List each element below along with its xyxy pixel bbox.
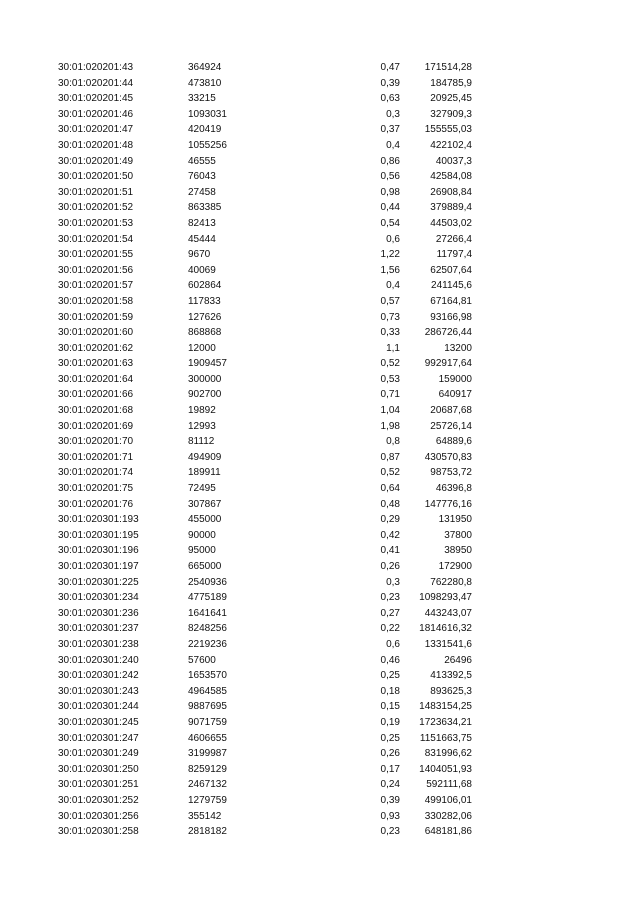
area-cell: 12000 — [188, 342, 216, 354]
cadastral-number-cell: 30:01:020201:44 — [58, 77, 134, 89]
table-row — [0, 793, 640, 809]
table-row — [0, 653, 640, 669]
cadastral-number-cell: 30:01:020201:45 — [58, 93, 134, 105]
value-cell: 98753,72 — [430, 467, 472, 479]
rate-cell: 0,24 — [380, 779, 400, 791]
rate-cell: 0,56 — [380, 171, 400, 183]
cadastral-number-cell: 30:01:020201:51 — [58, 186, 134, 198]
area-cell: 307867 — [188, 498, 222, 510]
cadastral-number-cell: 30:01:020201:46 — [58, 108, 134, 120]
value-cell: 11797,4 — [436, 249, 472, 261]
table-row — [0, 762, 640, 778]
cadastral-number-cell: 30:01:020301:251 — [58, 779, 139, 791]
rate-cell: 0,4 — [386, 139, 400, 151]
area-cell: 95000 — [188, 545, 216, 557]
cadastral-number-cell: 30:01:020301:236 — [58, 607, 139, 619]
rate-cell: 0,23 — [380, 826, 400, 838]
table-row — [0, 621, 640, 637]
value-cell: 241145,6 — [431, 280, 472, 292]
rate-cell: 0,42 — [380, 529, 400, 541]
rate-cell: 0,73 — [380, 311, 400, 323]
cadastral-number-cell: 30:01:020201:63 — [58, 358, 134, 370]
table-row — [0, 512, 640, 528]
area-cell: 40069 — [188, 264, 216, 276]
table-row — [0, 232, 640, 248]
cadastral-number-cell: 30:01:020301:238 — [58, 638, 139, 650]
area-cell: 27458 — [188, 186, 216, 198]
value-cell: 131950 — [438, 514, 472, 526]
table-row — [0, 809, 640, 825]
table-row — [0, 699, 640, 715]
value-cell: 327909,3 — [430, 108, 472, 120]
cadastral-number-cell: 30:01:020201:43 — [58, 62, 134, 73]
value-cell: 26908,84 — [430, 186, 472, 198]
rate-cell: 0,18 — [380, 685, 400, 697]
value-cell: 37800 — [444, 529, 472, 541]
rate-cell: 0,15 — [380, 701, 400, 713]
value-cell: 38950 — [444, 545, 472, 557]
area-cell: 602864 — [188, 280, 222, 292]
value-cell: 27266,4 — [435, 233, 472, 245]
table-row — [0, 154, 640, 170]
value-cell: 422102,4 — [430, 139, 472, 151]
value-cell: 499106,01 — [424, 794, 472, 806]
rate-cell: 0,48 — [380, 498, 400, 510]
cadastral-number-cell: 30:01:020301:252 — [58, 794, 139, 806]
value-cell: 1814616,32 — [419, 623, 472, 635]
cadastral-number-cell: 30:01:020201:68 — [58, 405, 134, 417]
cadastral-number-cell: 30:01:020201:64 — [58, 373, 134, 385]
area-cell: 76043 — [188, 171, 216, 183]
table-row — [0, 138, 640, 154]
table-row — [0, 294, 640, 310]
table-row — [0, 465, 640, 481]
rate-cell: 0,33 — [380, 327, 400, 339]
value-cell: 155555,03 — [424, 124, 472, 136]
table-row — [0, 824, 640, 840]
table-row — [0, 122, 640, 138]
area-cell: 868868 — [188, 327, 222, 339]
table-row — [0, 543, 640, 559]
table-row — [0, 559, 640, 575]
area-cell: 81112 — [188, 436, 215, 448]
rate-cell: 0,41 — [380, 545, 400, 557]
rate-cell: 0,52 — [380, 467, 400, 479]
cadastral-number-cell: 30:01:020301:250 — [58, 763, 139, 775]
value-cell: 171514,28 — [424, 62, 472, 73]
table-row — [0, 731, 640, 747]
value-cell: 379889,4 — [430, 202, 472, 214]
area-cell: 57600 — [188, 654, 216, 666]
cadastral-number-cell: 30:01:020301:237 — [58, 623, 139, 635]
rate-cell: 0,54 — [380, 217, 400, 229]
area-cell: 1279759 — [188, 794, 227, 806]
value-cell: 26496 — [444, 654, 472, 666]
area-cell: 1093031 — [188, 108, 227, 120]
value-cell: 44503,02 — [430, 217, 472, 229]
table-row — [0, 387, 640, 403]
value-cell: 762280,8 — [430, 576, 472, 588]
cadastral-number-cell: 30:01:020201:59 — [58, 311, 134, 323]
area-cell: 355142 — [188, 810, 222, 822]
area-cell: 455000 — [188, 514, 222, 526]
area-cell: 4775189 — [188, 592, 227, 604]
area-cell: 46555 — [188, 155, 216, 167]
value-cell: 40037,3 — [435, 155, 472, 167]
value-cell: 1151663,75 — [419, 732, 472, 744]
value-cell: 1483154,25 — [419, 701, 472, 713]
area-cell: 2219236 — [188, 638, 227, 650]
data-table — [0, 60, 640, 840]
cadastral-number-cell: 30:01:020301:197 — [58, 561, 139, 572]
rate-cell: 0,3 — [386, 108, 400, 120]
cadastral-number-cell: 30:01:020301:256 — [58, 810, 139, 822]
value-cell: 46396,8 — [435, 483, 472, 495]
table-row — [0, 356, 640, 372]
cadastral-number-cell: 30:01:020301:247 — [58, 732, 139, 744]
value-cell: 42584,08 — [430, 171, 472, 183]
table-row — [0, 278, 640, 294]
table-row — [0, 434, 640, 450]
rate-cell: 0,25 — [380, 732, 400, 744]
rate-cell: 0,6 — [386, 638, 400, 650]
rate-cell: 0,98 — [380, 186, 400, 198]
table-row — [0, 715, 640, 731]
table-row — [0, 325, 640, 341]
area-cell: 4606655 — [188, 732, 227, 744]
table-row — [0, 169, 640, 185]
rate-cell: 0,19 — [380, 716, 400, 728]
rate-cell: 0,86 — [380, 155, 400, 167]
rate-cell: 0,6 — [386, 233, 400, 245]
table-row — [0, 528, 640, 544]
table-row — [0, 668, 640, 684]
table-row — [0, 590, 640, 606]
area-cell: 863385 — [188, 202, 222, 214]
value-cell: 64889,6 — [435, 436, 472, 448]
value-cell: 992917,64 — [424, 358, 472, 370]
table-row — [0, 200, 640, 216]
rate-cell: 0,52 — [380, 358, 400, 370]
area-cell: 1641641 — [188, 607, 227, 619]
rate-cell: 0,93 — [380, 810, 400, 822]
rate-cell: 0,71 — [380, 389, 400, 401]
area-cell: 189911 — [188, 467, 221, 479]
cadastral-number-cell: 30:01:020201:76 — [58, 498, 134, 510]
cadastral-number-cell: 30:01:020201:54 — [58, 233, 134, 245]
cadastral-number-cell: 30:01:020201:71 — [58, 451, 134, 463]
area-cell: 1653570 — [188, 670, 227, 682]
area-cell: 665000 — [188, 561, 222, 572]
cadastral-number-cell: 30:01:020201:56 — [58, 264, 134, 276]
area-cell: 127626 — [188, 311, 222, 323]
area-cell: 8248256 — [188, 623, 227, 635]
table-row — [0, 185, 640, 201]
value-cell: 1404051,93 — [419, 763, 472, 775]
cadastral-number-cell: 30:01:020201:74 — [58, 467, 134, 479]
area-cell: 2818182 — [188, 826, 227, 838]
cadastral-number-cell: 30:01:020201:50 — [58, 171, 134, 183]
area-cell: 12993 — [188, 420, 216, 432]
area-cell: 4964585 — [188, 685, 227, 697]
value-cell: 286726,44 — [424, 327, 472, 339]
table-row — [0, 419, 640, 435]
rate-cell: 0,26 — [380, 748, 400, 760]
cadastral-number-cell: 30:01:020201:53 — [58, 217, 134, 229]
table-row — [0, 263, 640, 279]
area-cell: 494909 — [188, 451, 222, 463]
value-cell: 13200 — [444, 342, 472, 354]
area-cell: 90000 — [188, 529, 216, 541]
cadastral-number-cell: 30:01:020201:55 — [58, 249, 134, 261]
rate-cell: 1,56 — [380, 264, 400, 276]
table-row — [0, 497, 640, 513]
cadastral-number-cell: 30:01:020201:48 — [58, 139, 134, 151]
cadastral-number-cell: 30:01:020301:245 — [58, 716, 139, 728]
table-row — [0, 60, 640, 76]
cadastral-number-cell: 30:01:020301:240 — [58, 654, 139, 666]
rate-cell: 0,22 — [380, 623, 400, 635]
rate-cell: 0,63 — [380, 93, 400, 105]
cadastral-number-cell: 30:01:020301:225 — [58, 576, 139, 588]
rate-cell: 0,64 — [380, 483, 400, 495]
table-row — [0, 450, 640, 466]
cadastral-number-cell: 30:01:020201:60 — [58, 327, 134, 339]
rate-cell: 0,25 — [380, 670, 400, 682]
value-cell: 831996,62 — [424, 748, 472, 760]
rate-cell: 1,04 — [380, 405, 400, 417]
value-cell: 20925,45 — [430, 93, 472, 105]
area-cell: 9071759 — [188, 716, 227, 728]
table-row — [0, 481, 640, 497]
value-cell: 62507,64 — [430, 264, 472, 276]
table-row — [0, 403, 640, 419]
value-cell: 430570,83 — [424, 451, 472, 463]
rate-cell: 0,46 — [380, 654, 400, 666]
cadastral-number-cell: 30:01:020301:249 — [58, 748, 139, 760]
area-cell: 3199987 — [188, 748, 227, 760]
area-cell: 45444 — [188, 233, 216, 245]
area-cell: 364924 — [188, 62, 222, 73]
cadastral-number-cell: 30:01:020201:47 — [58, 124, 134, 136]
rate-cell: 0,47 — [380, 62, 400, 73]
cadastral-number-cell: 30:01:020201:66 — [58, 389, 134, 401]
cadastral-number-cell: 30:01:020301:195 — [58, 529, 139, 541]
value-cell: 443243,07 — [424, 607, 472, 619]
value-cell: 1723634,21 — [419, 716, 472, 728]
rate-cell: 1,1 — [386, 342, 400, 354]
table-row — [0, 684, 640, 700]
area-cell: 19892 — [188, 405, 216, 417]
cadastral-number-cell: 30:01:020201:69 — [58, 420, 134, 432]
table-row — [0, 372, 640, 388]
area-cell: 82413 — [188, 217, 216, 229]
table-row — [0, 746, 640, 762]
rate-cell: 0,87 — [380, 451, 400, 463]
value-cell: 67164,81 — [430, 295, 472, 307]
rate-cell: 1,98 — [380, 420, 400, 432]
area-cell: 72495 — [188, 483, 216, 495]
rate-cell: 0,29 — [380, 514, 400, 526]
cadastral-number-cell: 30:01:020201:57 — [58, 280, 134, 292]
area-cell: 1909457 — [188, 358, 227, 370]
table-row — [0, 341, 640, 357]
rate-cell: 0,44 — [380, 202, 400, 214]
rate-cell: 0,8 — [386, 436, 400, 448]
value-cell: 413392,5 — [430, 670, 472, 682]
cadastral-number-cell: 30:01:020201:58 — [58, 295, 134, 307]
area-cell: 9670 — [188, 249, 211, 261]
table-row — [0, 107, 640, 123]
rate-cell: 0,39 — [380, 77, 400, 89]
table-row — [0, 247, 640, 263]
rate-cell: 0,4 — [386, 280, 400, 292]
value-cell: 640917 — [438, 389, 472, 401]
value-cell: 1331541,6 — [424, 638, 472, 650]
area-cell: 9887695 — [188, 701, 227, 713]
table-row — [0, 216, 640, 232]
rate-cell: 0,17 — [380, 763, 400, 775]
value-cell: 893625,3 — [430, 685, 472, 697]
cadastral-number-cell: 30:01:020301:258 — [58, 826, 139, 838]
area-cell: 300000 — [188, 373, 222, 385]
value-cell: 93166,98 — [430, 311, 472, 323]
area-cell: 2540936 — [188, 576, 227, 588]
cadastral-number-cell: 30:01:020201:62 — [58, 342, 134, 354]
value-cell: 1098293,47 — [419, 592, 472, 604]
cadastral-number-cell: 30:01:020301:234 — [58, 592, 139, 604]
value-cell: 159000 — [438, 373, 472, 385]
table-row — [0, 310, 640, 326]
value-cell: 20687,68 — [430, 405, 472, 417]
cadastral-number-cell: 30:01:020301:196 — [58, 545, 139, 557]
table-row — [0, 637, 640, 653]
value-cell: 330282,06 — [424, 810, 472, 822]
value-cell: 184785,9 — [430, 77, 472, 89]
rate-cell: 0,23 — [380, 592, 400, 604]
value-cell: 592111,68 — [426, 779, 472, 791]
cadastral-number-cell: 30:01:020301:242 — [58, 670, 139, 682]
rate-cell: 0,27 — [380, 607, 400, 619]
cadastral-number-cell: 30:01:020201:75 — [58, 483, 134, 495]
value-cell: 648181,86 — [424, 826, 472, 838]
value-cell: 172900 — [438, 561, 472, 572]
cadastral-number-cell: 30:01:020301:243 — [58, 685, 139, 697]
area-cell: 8259129 — [188, 763, 227, 775]
rate-cell: 0,3 — [386, 576, 400, 588]
cadastral-number-cell: 30:01:020201:52 — [58, 202, 134, 214]
cadastral-number-cell: 30:01:020301:244 — [58, 701, 139, 713]
area-cell: 1055256 — [188, 139, 227, 151]
rate-cell: 0,39 — [380, 794, 400, 806]
table-row — [0, 777, 640, 793]
cadastral-number-cell: 30:01:020301:193 — [58, 514, 139, 526]
area-cell: 902700 — [188, 389, 222, 401]
area-cell: 117833 — [188, 295, 221, 307]
value-cell: 25726,14 — [430, 420, 472, 432]
area-cell: 473810 — [188, 77, 222, 89]
area-cell: 2467132 — [188, 779, 227, 791]
rate-cell: 0,37 — [380, 124, 400, 136]
rate-cell: 0,53 — [380, 373, 400, 385]
cadastral-number-cell: 30:01:020201:70 — [58, 436, 134, 448]
area-cell: 420419 — [188, 124, 222, 136]
value-cell: 147776,16 — [424, 498, 472, 510]
area-cell: 33215 — [188, 93, 216, 105]
cadastral-number-cell: 30:01:020201:49 — [58, 155, 134, 167]
rate-cell: 0,57 — [380, 295, 400, 307]
table-row — [0, 606, 640, 622]
rate-cell: 0,26 — [380, 561, 400, 572]
table-row — [0, 76, 640, 92]
rate-cell: 1,22 — [380, 249, 400, 261]
table-row — [0, 91, 640, 107]
table-row — [0, 575, 640, 591]
